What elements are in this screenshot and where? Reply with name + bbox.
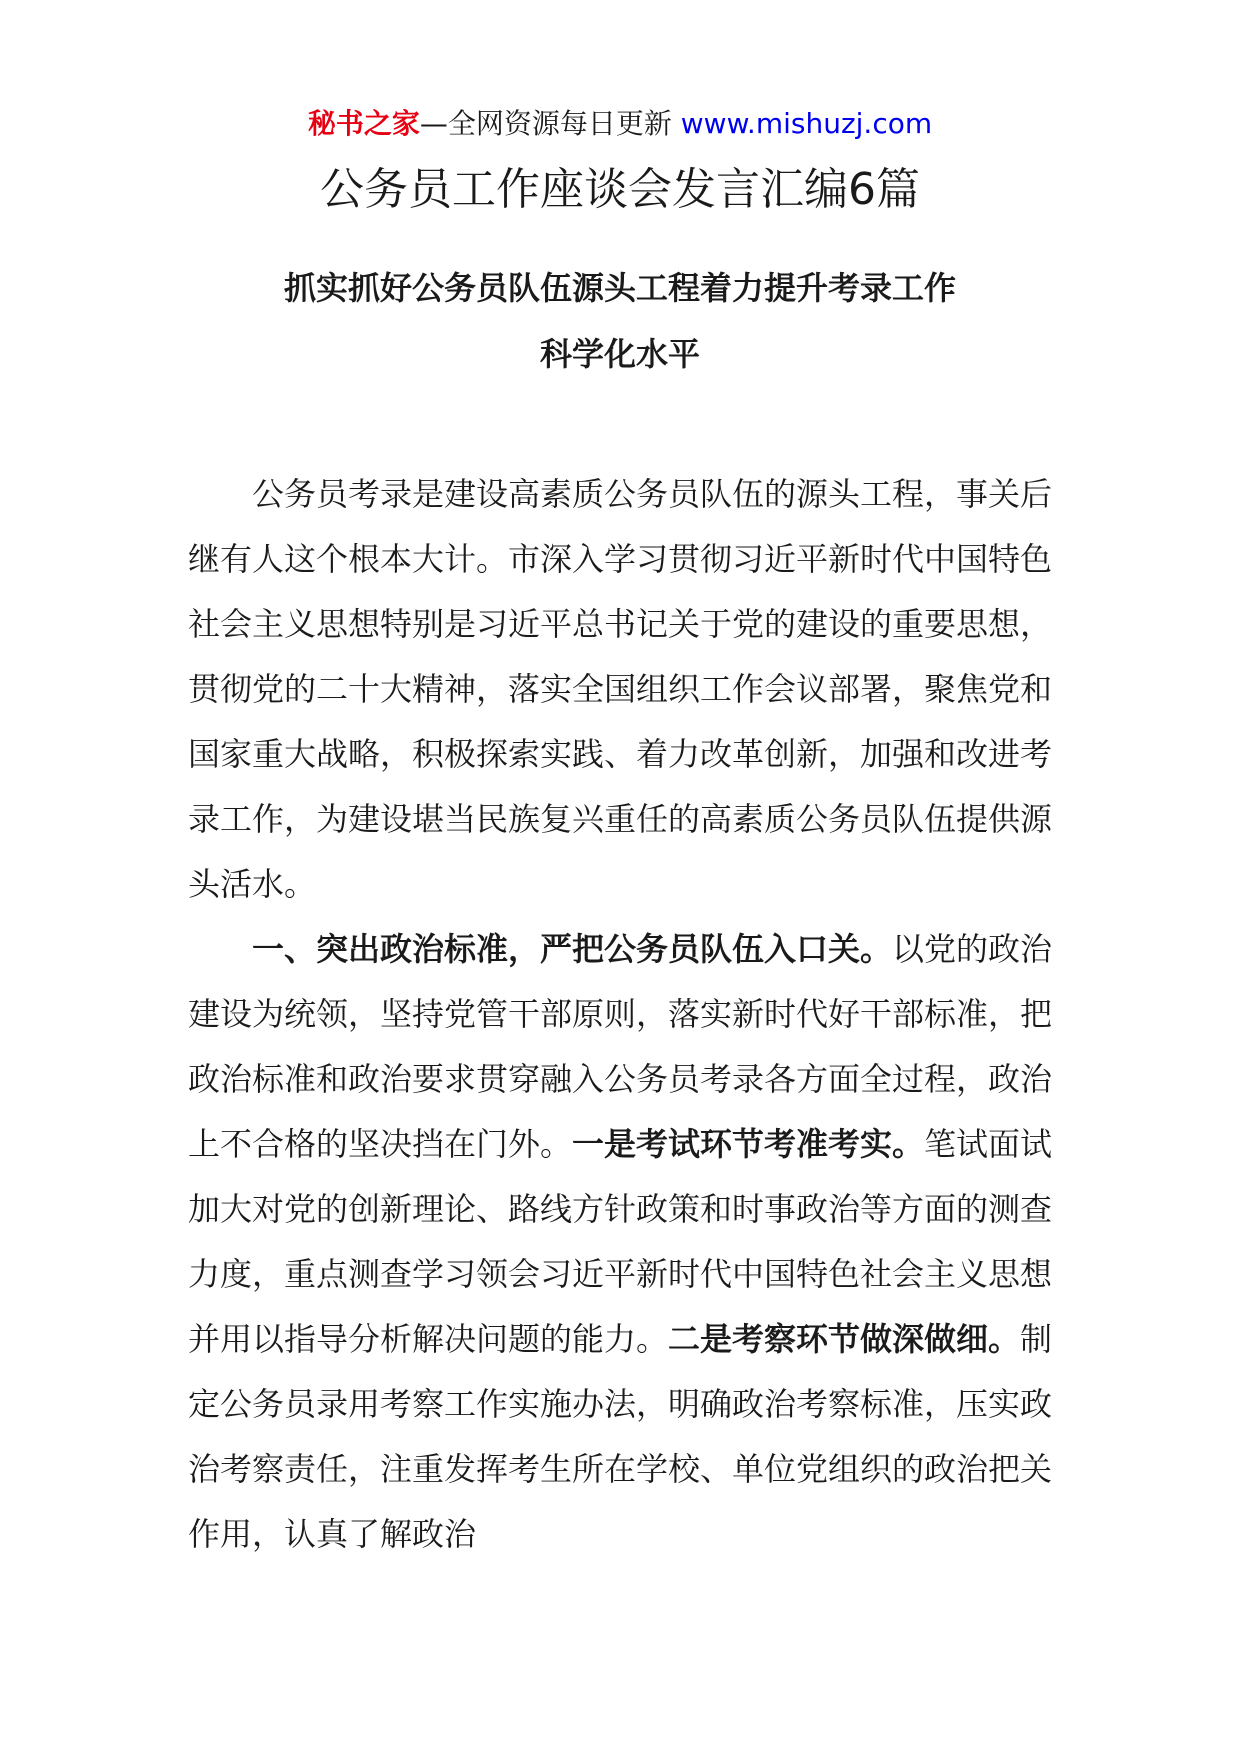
section-title-line1: 抓实抓好公务员队伍源头工程着力提升考录工作	[283, 269, 956, 307]
section-title-line2: 科学化水平	[539, 335, 700, 373]
header-slogan: —全网资源每日更新	[419, 107, 681, 140]
sub-point-two: 二是考察环节做深做细。	[668, 1320, 1021, 1358]
sub-point-two-text: 制定公务员录用考察工作实施办法，明确政治考察标准，压实政治考察责任，注重发挥考生所在学校、单位党组织的政治把关作用，认真了解政治	[188, 1320, 1053, 1553]
document-title: 公务员工作座谈会发言汇编6篇	[320, 164, 920, 215]
paragraph-section-one	[188, 917, 1056, 1567]
paragraph-intro: 公务员考录是建设高素质公务员队伍的源头工程，事关后继有人这个根本大计。市深入学习贯彻习近平新时代中国特色社会主义思想特别是习近平总书记关于党的建设的重要思想，贯彻党的二十大精神，落实全国组织工作会议部署，聚焦党和国家重大战略，积极探索实践、着力改革创新，加强和改进考录工作，为建设堪当民族复兴重任的高素质公务员队伍提供源头活水。	[188, 475, 1053, 903]
section-one-text: 以党的政治建设为统领，坚持党管干部原则，落实新时代好干部标准，把政治标准和政治要求贯穿融入公务员考录各方面全过程，政治上不合格的坚决挡在门外。	[188, 930, 1053, 1163]
section-one-heading: 一、突出政治标准，严把公务员队伍入口关。	[252, 930, 893, 968]
sub-point-one: 一是考试环节考准考实。	[572, 1125, 925, 1163]
site-header	[0, 104, 1240, 144]
site-link[interactable]: www.mishuzj.com	[680, 107, 933, 140]
sub-point-one-text: 笔试面试加大对党的创新理论、路线方针政策和时事政治等方面的测查力度，重点测查学习领会习近平新时代中国特色社会主义思想并用以指导分析解决问题的能力。	[188, 1125, 1053, 1358]
document-body	[188, 462, 1056, 1567]
brand-name: 秘书之家	[307, 107, 420, 140]
